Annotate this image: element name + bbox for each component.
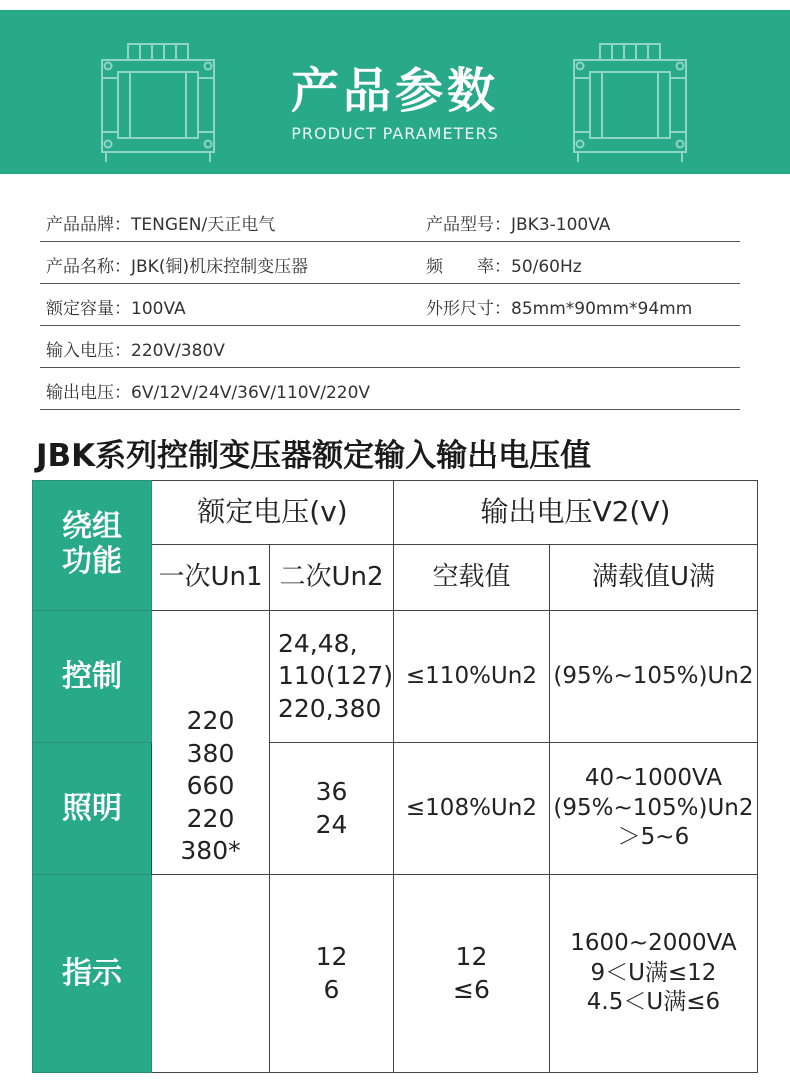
param-frequency: 频 率：50/60Hz bbox=[426, 257, 582, 277]
indicator-no-load: 12 ≤6 bbox=[393, 875, 549, 1073]
page-subtitle: PRODUCT PARAMETERS bbox=[291, 124, 499, 143]
indicator-primary-empty bbox=[152, 875, 270, 1073]
param-row bbox=[40, 284, 740, 326]
param-input-voltage: 输入电压：220V/380V bbox=[46, 341, 225, 361]
param-row bbox=[40, 242, 740, 284]
param-row bbox=[40, 368, 740, 410]
no-load-header: 空载值 bbox=[393, 545, 549, 611]
primary-value: 220 bbox=[186, 803, 235, 833]
param-row bbox=[40, 200, 740, 242]
param-row bbox=[40, 326, 740, 368]
primary-header: 一次Un1 bbox=[152, 545, 270, 611]
lighting-no-load: ≤108%Un2 bbox=[393, 743, 549, 875]
rated-voltage-header: 额定电压(v) bbox=[152, 481, 394, 545]
control-secondary: 24,48, 110(127) 220,380 bbox=[270, 611, 394, 743]
control-full-load: (95%~105%)Un2 bbox=[549, 611, 757, 743]
param-capacity: 额定容量：100VA bbox=[46, 299, 186, 319]
lighting-full-load: 40~1000VA (95%~105%)Un2 ＞5~6 bbox=[549, 743, 757, 875]
param-dimensions: 外形尺寸：85mm*90mm*94mm bbox=[426, 299, 693, 319]
param-product-name: 产品名称：JBK(铜)机床控制变压器 bbox=[46, 257, 309, 277]
section-title: JBK系列控制变压器额定输入输出电压值 bbox=[36, 438, 592, 474]
primary-value: 380 bbox=[186, 738, 235, 768]
header-banner bbox=[0, 10, 790, 174]
full-load-header: 满载值U满 bbox=[549, 545, 757, 611]
param-brand: 产品品牌：TENGEN/天正电气 bbox=[46, 215, 276, 235]
primary-value: 660 bbox=[186, 771, 235, 800]
primary-value: 220 bbox=[186, 706, 235, 735]
page-title: 产品参数 bbox=[290, 63, 499, 119]
table-corner-header: 绕组功能 bbox=[33, 481, 152, 611]
primary-value: 380* bbox=[180, 836, 241, 865]
row-label-indicator: 指示 bbox=[33, 875, 152, 1073]
output-voltage-header: 输出电压V2(V) bbox=[393, 481, 757, 545]
primary-values bbox=[152, 611, 270, 875]
control-no-load: ≤110%Un2 bbox=[393, 611, 549, 743]
param-output-voltage: 输出电压：6V/12V/24V/36V/110V/220V bbox=[46, 383, 371, 403]
param-model: 产品型号：JBK3-100VA bbox=[426, 215, 611, 235]
row-label-lighting: 照明 bbox=[33, 743, 152, 875]
lighting-secondary: 36 24 bbox=[270, 743, 394, 875]
indicator-secondary: 12 6 bbox=[270, 875, 394, 1073]
parameter-list bbox=[40, 200, 740, 410]
indicator-full-load: 1600~2000VA 9＜U满≤12 4.5＜U满≤6 bbox=[549, 875, 757, 1073]
row-label-control: 控制 bbox=[33, 611, 152, 743]
secondary-header: 二次Un2 bbox=[270, 545, 394, 611]
voltage-table bbox=[32, 480, 758, 1073]
